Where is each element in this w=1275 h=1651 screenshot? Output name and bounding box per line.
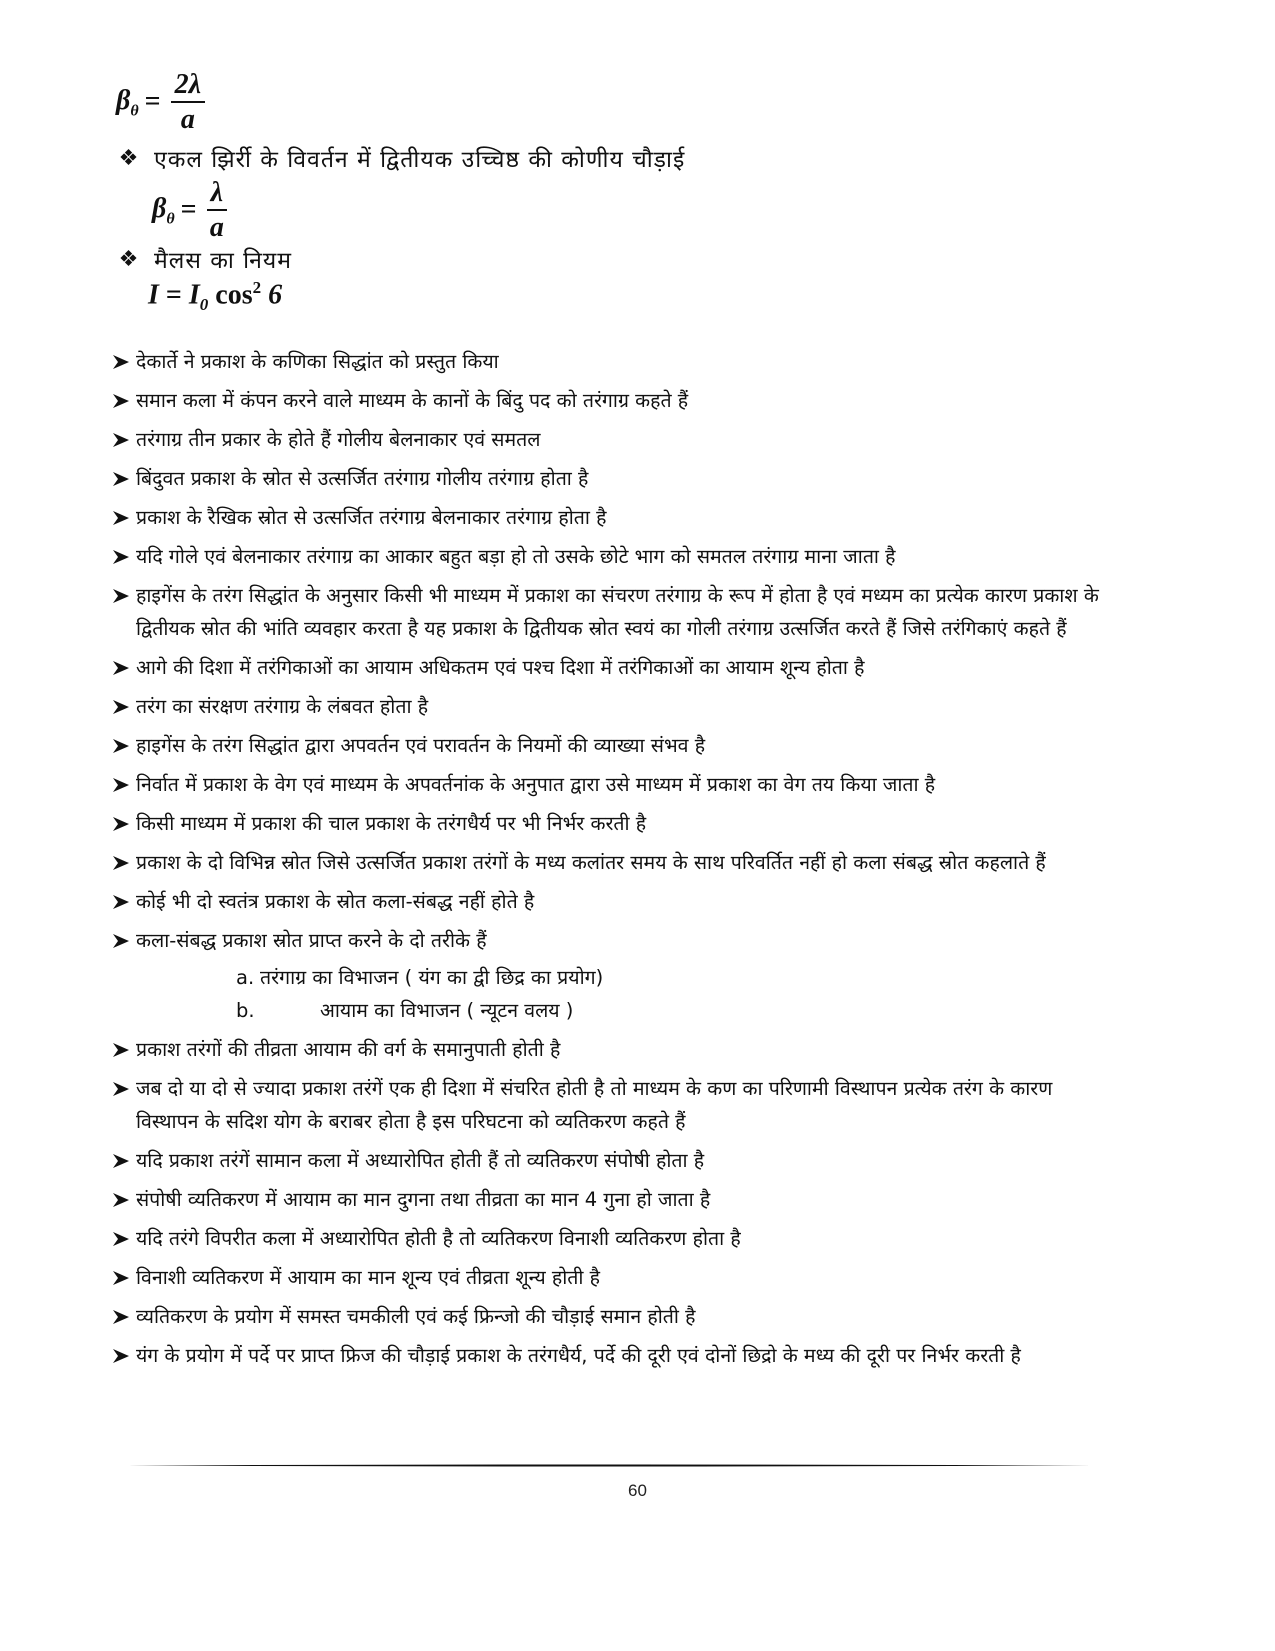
arrow-bullet-icon — [112, 690, 134, 715]
arrow-bullet-icon — [112, 384, 134, 409]
arrow-bullet-icon — [112, 651, 134, 676]
denominator: a — [209, 212, 224, 244]
list-item: यदि गोले एवं बेलनाकार तरंगाग्र का आकार बहुत बड़ा हो तो उसके छोटे भाग को समतल तरंगाग्र माना जाता है — [112, 540, 1112, 573]
arrow-bullet-icon — [112, 1183, 134, 1208]
fraction — [171, 70, 205, 135]
list-item: यदि प्रकाश तरंगें सामान कला में अध्यारोपित होती हैं तो व्यतिकरण संपोषी होता है — [112, 1144, 1112, 1177]
numerator: λ — [207, 178, 227, 211]
sub-list-text: तरंगाग्र का विभाजन ( यंग का द्वी छिद्र का प्रयोग) — [260, 966, 604, 989]
list-item: बिंदुवत प्रकाश के स्रोत से उत्सर्जित तरंगाग्र गोलीय तरंगाग्र होता है — [112, 462, 1112, 495]
list-item: कोई भी दो स्वतंत्र प्रकाश के स्रोत कला-संबद्ध नहीं होते है — [112, 885, 1112, 918]
arrow-bullet-icon — [112, 462, 134, 487]
list-item: यदि तरंगे विपरीत कला में अध्यारोपित होती है तो व्यतिकरण विनाशी व्यतिकरण होता है — [112, 1222, 1112, 1255]
arrow-bullet-icon — [112, 924, 134, 949]
equals-sign: = — [144, 86, 161, 118]
denominator: a — [180, 104, 195, 136]
list-item: विनाशी व्यतिकरण में आयाम का मान शून्य एवं तीव्रता शून्य होती है — [112, 1261, 1112, 1294]
list-item: तरंग का संरक्षण तरंगाग्र के लंबवत होता है — [112, 690, 1112, 723]
arrow-bullet-icon — [112, 1033, 134, 1058]
malus-law-formula: $I = I_0$ $\cos^2 6$ — [148, 278, 283, 314]
equals-sign: = — [180, 194, 197, 226]
diamond-bullet-icon: ❖ — [118, 246, 140, 272]
diamond-bullet-line — [118, 243, 292, 275]
list-item: किसी माध्यम में प्रकाश की चाल प्रकाश के तरंगधैर्य पर भी निर्भर करती है — [112, 807, 1112, 840]
arrow-bullet-icon — [112, 345, 134, 370]
page-number: 60 — [628, 1481, 647, 1500]
arrow-bullet-icon — [112, 1222, 134, 1247]
arrow-bullet-icon — [112, 846, 134, 871]
sub-list-item — [236, 994, 1112, 1027]
diamond-bullet-line — [118, 142, 685, 174]
beta-symbol: $\beta_\theta$ — [152, 192, 175, 228]
list-item: प्रकाश तरंगों की तीव्रता आयाम की वर्ग के समानुपाती होती है — [112, 1033, 1112, 1066]
method-sub-list — [236, 961, 1112, 1027]
arrow-bullet-icon — [112, 807, 134, 832]
arrow-bullet-icon — [112, 579, 134, 604]
list-item: प्रकाश के दो विभिन्न स्रोत जिसे उत्सर्जित प्रकाश तरंगों के मध्य कलांतर समय के साथ परिवर्तित नहीं हो कला संबद्ध स्रोत कहलाते हैं — [112, 846, 1112, 879]
list-item: व्यतिकरण के प्रयोग में समस्त चमकीली एवं कई फ्रिन्जो की चौड़ाई समान होती है — [112, 1300, 1112, 1333]
arrow-bullet-icon — [112, 885, 134, 910]
list-item: आगे की दिशा में तरंगिकाओं का आयाम अधिकतम एवं पश्च दिशा में तरंगिकाओं का आयाम शून्य होता है — [112, 651, 1112, 684]
fraction — [207, 178, 227, 243]
arrow-bullet-icon — [112, 540, 134, 565]
list-item: संपोषी व्यतिकरण में आयाम का मान दुगना तथा तीव्रता का मान 4 गुना हो जाता है — [112, 1183, 1112, 1216]
arrow-bullet-icon — [112, 1261, 134, 1286]
arrow-bullet-icon — [112, 768, 134, 793]
beta-symbol: $\beta_\theta$ — [116, 84, 139, 120]
arrow-bullet-icon — [112, 1339, 134, 1364]
sub-list-marker: a. — [236, 966, 255, 989]
diamond-bullet-text: एकल झिर्री के विवर्तन में द्वितीयक उच्चिष्ठ की कोणीय चौड़ाई — [154, 147, 686, 173]
bullet-list — [112, 345, 1112, 1378]
list-item: समान कला में कंपन करने वाले माध्यम के कानों के बिंदु पद को तरंगाग्र कहते हैं — [112, 384, 1112, 417]
list-item: प्रकाश के रैखिक स्रोत से उत्सर्जित तरंगाग्र बेलनाकार तरंगाग्र होता है — [112, 501, 1112, 534]
sub-list-item — [236, 961, 1112, 994]
arrow-bullet-icon — [112, 729, 134, 754]
sub-list-marker: b. — [236, 999, 255, 1022]
arrow-bullet-icon — [112, 501, 134, 526]
list-item: जब दो या दो से ज्यादा प्रकाश तरंगें एक ही दिशा में संचरित होती है तो माध्यम के कण का परिणामी विस्थापन प्रत्येक तरंग के कारण विस्थापन के सदिश योग के बराबर होता है इस परिघटना को व्यतिकरण कहते हैं — [112, 1072, 1112, 1138]
list-item: यंग के प्रयोग में पर्दे पर प्राप्त फ्रिज की चौड़ाई प्रकाश के तरंगधैर्य, पर्दे की दूरी एवं दोनों छिद्रो के मध्य की दूरी पर निर्भर करती है — [112, 1339, 1112, 1372]
list-item: हाइगेंस के तरंग सिद्धांत के अनुसार किसी भी माध्यम में प्रकाश का संचरण तरंगाग्र के रूप में होता है एवं मध्यम का प्रत्येक कारण प्रकाश के द्वितीयक स्रोत की भांति व्यवहार करता है यह प्रकाश के द्वितीयक स्रोत स्वयं का गोली तरंगाग्र उत्सर्जित करते हैं जिसे तरंगिकाएं कहते हैं — [112, 579, 1112, 645]
footer-divider — [120, 1464, 1092, 1467]
diamond-bullet-icon: ❖ — [118, 145, 140, 171]
list-item: निर्वात में प्रकाश के वेग एवं माध्यम के अपवर्तनांक के अनुपात द्वारा उसे माध्यम में प्रकाश का वेग तय किया जाता है — [112, 768, 1112, 801]
list-item: देकार्ते ने प्रकाश के कणिका सिद्धांत को प्रस्तुत किया — [112, 345, 1112, 378]
arrow-bullet-icon — [112, 1300, 134, 1325]
arrow-bullet-icon — [112, 423, 134, 448]
arrow-bullet-icon — [112, 1144, 134, 1169]
beta-theta-formula-2 — [152, 178, 227, 243]
sub-list-text: आयाम का विभाजन ( न्यूटन वलय ) — [320, 999, 574, 1022]
list-item: हाइगेंस के तरंग सिद्धांत द्वारा अपवर्तन एवं परावर्तन के नियमों की व्याख्या संभव है — [112, 729, 1112, 762]
arrow-bullet-icon — [112, 1072, 134, 1097]
diamond-bullet-text: मैलस का नियम — [154, 248, 292, 274]
list-item: कला-संबद्ध प्रकाश स्रोत प्राप्त करने के दो तरीके हैं — [112, 924, 1112, 957]
list-item: तरंगाग्र तीन प्रकार के होते हैं गोलीय बेलनाकार एवं समतल — [112, 423, 1112, 456]
beta-theta-formula-1 — [116, 70, 205, 135]
numerator: 2λ — [171, 70, 205, 103]
